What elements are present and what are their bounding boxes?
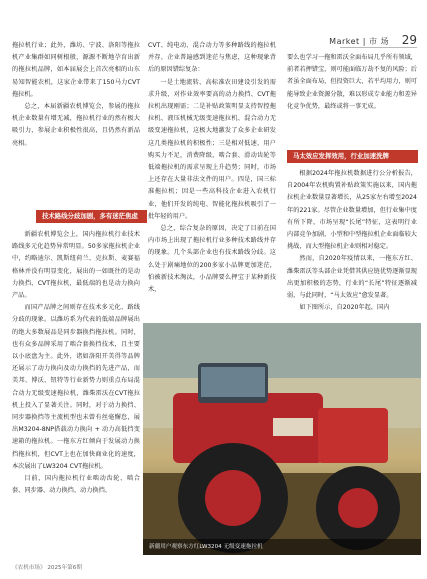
paragraph: 要么也学习一拖和雷沃全面布局几乎所有领域，前者若押错宝，则可能面临万劫不复的风险；后者虽全面布局，但投资巨大，若平均用力，则可能导致企业资源分散，难以形成专业能力和差异化竞争优势，最终或将一事无成。 [287, 54, 417, 110]
paragraph: CVT、纯电动、混合动力等多种路线的拖拉机并存，企业普遍感到迷茫与焦虑，这种现象背后的原因错综复杂： [148, 42, 276, 74]
column-3-continued [287, 168, 417, 314]
page-number: 29 [401, 33, 417, 47]
photo-caption: 新疆用户观察东方红LW3204 无级变速拖拉机 [143, 539, 421, 555]
column-1 [12, 40, 140, 150]
tractor-illustration [143, 323, 421, 555]
paragraph: 根据2024年拖拉机数据进行公分析报告，自2004年农机购置补贴政策实施以来，国内拖拉机企业数量显著增长，从25家左右增至2024年的221家。尽管企业数量增加，但行业集中度有所下降，市场呈现“长尾”特征，这表明行业内部竞争加剧，小型和中型拖拉机企业面临较大挑战，而大型拖拉机企业则相对稳定。 [287, 170, 417, 251]
tractor-photo [143, 323, 421, 555]
paragraph: 如下图所示，自2020年起，国内 [299, 304, 390, 312]
paragraph: 目前，国内拖拉机行业啮动齿轮、啮合套、同步器、动力换挡、动力换挡、 [12, 475, 140, 495]
column-3 [287, 52, 417, 113]
paragraph: 然而，自2020年疫情以来，一拖东方红、潍柴雷沃等头部企业凭借其供应链优势逐渐显现出更加积极的态势，行业的“长尾”特征逐渐减弱，与此同时，“马太效应”愈发显著。 [287, 255, 417, 300]
section-title: Market | 市 场 [329, 37, 389, 46]
paragraph: 一是土地流转、高标准农田建设引发的需求升级，对作业效率要高的动力换挡、CVT拖拉机出现刚需；二是补贴政策明显支持智控拖拉机、液压机械无级变速拖拉机、混合动力无级变速拖拉机，这极大地激发了众多企业研发这几类拖拉机的积极性；三是相对低速、用户购买力不足，消费降级，啮合套、滑动齿轮等低端拖拉机的需求呈现上升趋势；同时，市场上还存在大量非法文件的用户。四是，国三标准拖拉机；因是一些高科技企业进入农机行业，他们开发的纯电、智能化拖拉机吸引了一批年轻的用户。 [148, 78, 276, 220]
subheading-tech-route: 技术路线分歧加剧，多有迷茫焦虑 [36, 210, 147, 223]
paragraph: 拖拉机行业；此外，潍坊、宁波、洛阳等拖拉机产业集群如同树根般，源源不断地孕育出新的拖拉机品牌，如本届展会上首次亮相的山东易知智能农机，这家企业带来了150马力CVT拖拉机。 [12, 42, 140, 98]
column-1-continued [12, 229, 140, 497]
paragraph: 新疆农机博览会上，国内拖拉机行业技术路线多元化趋势异常明显。50多家拖拉机企业中，约略迪尔、凯斯纽荷兰、克拉斯、麦赛福格林并没有明显变化，展出的一如既往的是动力换挡、CVT拖拉机，最低端的也是动力换向产品。 [12, 231, 140, 300]
paragraph: 总之，本届新疆农机博览会，参展的拖拉机企业数量有增无减，拖拉机行业的然有极大吸引力，参展企业积极性很高，且仍然有新品亮相。 [12, 103, 140, 147]
header-divider [340, 47, 417, 48]
column-2 [148, 40, 276, 296]
page-footer: 《农机市场》 2025年第6期 [12, 565, 82, 571]
subheading-matthew-effect: 马太效应发挥效用，行业加速洗牌 [287, 150, 418, 163]
paragraph: 总之，综合复杂的原因，决定了目前在国内市场上出现了拖拉机行业多种技术路线并存的现象。几个头部企业也有技术路线分歧。这么处于剧痛地位的200多家小品牌更加迷茫，怕被新技术淘汰，小品牌要么押宝于某种新技术， [148, 225, 276, 294]
paragraph: 而国产品牌之间则存在技术多元化、路线分歧的现象。以潍坊系为代表的低端品牌展出的绝大多数展品是同步器换挡拖拉机。同时，也有众多品牌采用了啮合套换挡技术，且主要以小底盘为主。此外，诸如洛阳开美得等品牌还展示了动力换向及动力换挡的先进产品，而美邦、博沃、钮特等行业新势力则重点布局混合动力无级变速拖拉机，潍柴雷沃在CVT拖拉机上投入了显著关注。同时，对于动力换挡、同步器换挡等主流机型也未曾有丝毫懈怠，展出M3204-8NP搭载动力换向 + 动力高低挡变速箱的拖拉机。一拖东方红倾向于发展动力换挡拖拉机，但CVT上也在加快商业化的速度，本次展出了LW3204 CVT拖拉机。 [12, 304, 140, 470]
